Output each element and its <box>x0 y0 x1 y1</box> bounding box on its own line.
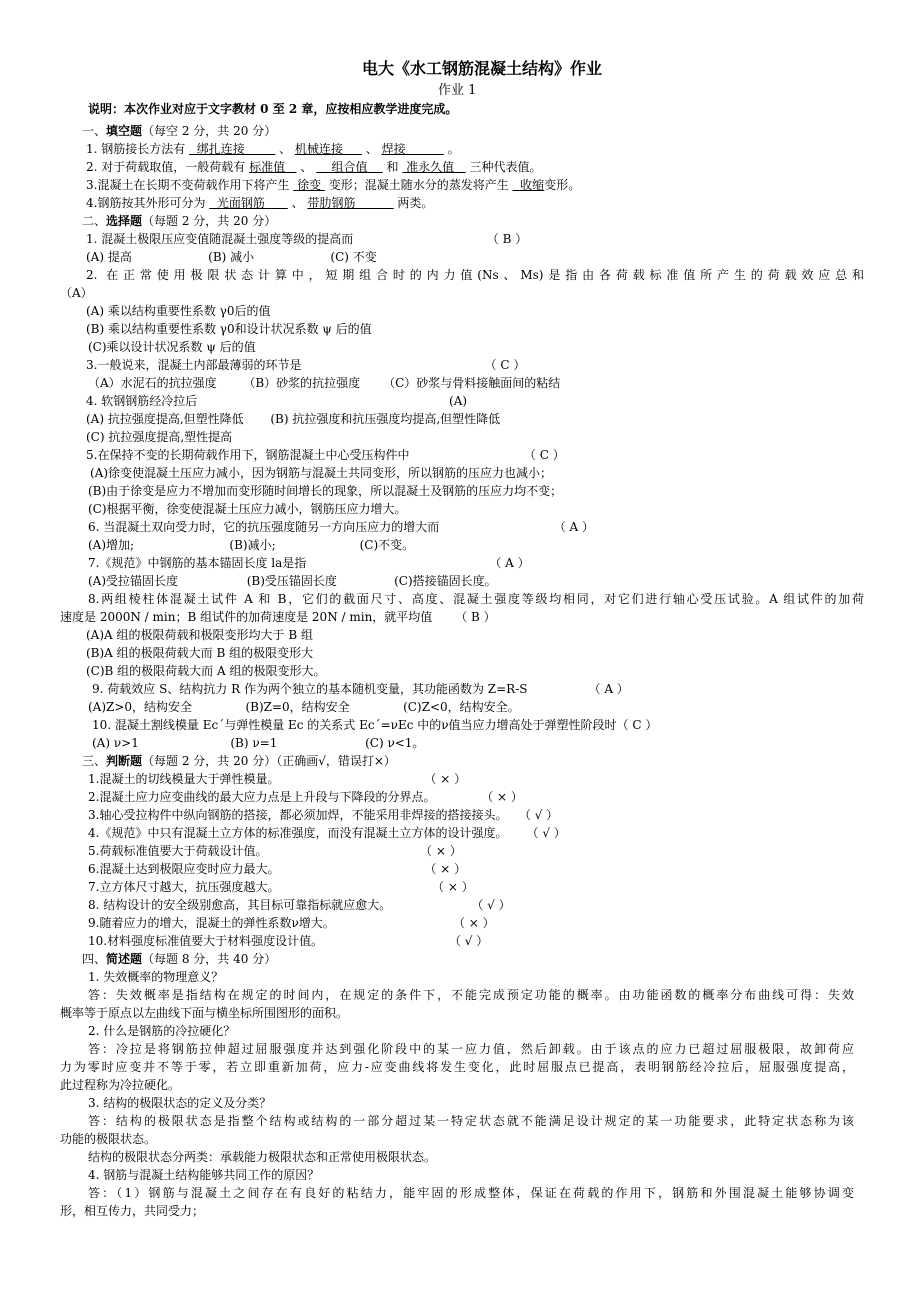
line-text: （A）水泥石的抗拉强度 （B）砂浆的抗拉强度 （C）砂浆与骨料接触面间的粘结 <box>88 376 561 390</box>
line-text: 一、 <box>82 124 107 138</box>
doc-line <box>86 248 377 266</box>
doc-line <box>88 914 495 932</box>
line-text: 速度是 2000N / min；B 组试件的加荷速度是 20N / min，就平均值 （ B ） <box>60 610 496 624</box>
blank-answer: 机械连接 <box>294 142 362 156</box>
line-text: 8. 结构设计的安全级别愈高，其目标可靠指标就应愈大。 （ √ ） <box>88 898 511 912</box>
doc-note: 说明：本次作业对应于文字教材 0 至 2 章，应按相应教学进度完成。 <box>88 102 458 116</box>
line-text: 形，相互传力，共同受力； <box>60 1204 205 1218</box>
line-text: 5.荷载标准值要大于荷载设计值。 （ × ） <box>88 844 462 858</box>
line-text: 1. 失效概率的物理意义？ <box>88 970 224 984</box>
doc-line <box>88 896 511 914</box>
doc-line <box>86 662 325 680</box>
line-text: (B)A 组的极限荷载大而 B 组的极限变形大 <box>86 646 314 660</box>
line-text: (C)B 组的极限荷载大而 A 组的极限变形大。 <box>86 664 326 678</box>
line-text: 6. 当混凝土双向受力时，它的抗压强度随另一方向压应力的增大而 （ A ） <box>88 520 594 534</box>
doc-line <box>88 788 523 806</box>
line-text: 4. 钢筋与混凝土结构能够共同工作的原因？ <box>88 1168 320 1182</box>
line-text: (A) ν>1 (B) ν=1 (C) ν<1。 <box>92 736 425 750</box>
doc-line <box>82 950 276 968</box>
doc-line <box>88 932 488 950</box>
blank-answer: 带肋钢筋 <box>307 196 394 210</box>
line-text: (A)徐变使混凝土压应力减小，因为钢筋与混凝土共同变形，所以钢筋的压应力也减小； <box>90 466 553 480</box>
line-text: (B) 乘以结构重要性系数 γ0和设计状况系数 ψ 后的值 <box>86 322 372 336</box>
line-text: 3.轴心受拉构件中纵向钢筋的搭接，都必须加焊，不能采用非焊接的搭接接头。 （ √ ） <box>88 808 559 822</box>
doc-line <box>60 1202 204 1220</box>
line-text: 3. 结构的极限状态的定义及分类？ <box>88 1096 272 1110</box>
doc-line <box>86 194 433 212</box>
doc-line <box>86 176 580 194</box>
line-text: 9. 荷载效应 S、结构抗力 R 作为两个独立的基本随机变量，其功能函数为 Z=R-S （ A ） <box>92 682 629 696</box>
line-text: 三种代表值。 <box>465 160 542 174</box>
line-text: 答：冷拉是将钢筋拉伸超过屈服强度并达到强化阶段中的某一应力值，然后卸载。由于该点的应力已超过屈服极限，故卸荷应 <box>88 1042 854 1056</box>
doc-line <box>86 230 527 248</box>
doc-line <box>86 644 313 662</box>
line-text: (C)乘以设计状况系数 ψ 后的值 <box>88 340 256 354</box>
doc-line <box>88 1184 854 1202</box>
doc-line <box>86 410 500 428</box>
blank-answer: 徐变 <box>293 178 325 192</box>
line-text: 3.一般说来，混凝土内部最薄弱的环节是 （ C ） <box>86 358 526 372</box>
line-text: 1. 混凝土极限压应变值随混凝土强度等级的提高而 （ B ） <box>86 232 528 246</box>
line-text: 二、 <box>82 214 107 228</box>
doc-line <box>88 842 462 860</box>
doc-line <box>88 806 558 824</box>
blank-answer: 组合值 <box>316 160 383 174</box>
line-text: （每题 8 分，共 40 分） <box>142 952 277 966</box>
doc-line <box>86 158 541 176</box>
line-text: 2. 在正常使用极限状态计算中，短期组合时的内力值(Ns、Ms)是指由各荷载标准值所产生的荷载效应总和 <box>86 268 864 282</box>
section-heading: 判断题 <box>106 754 143 768</box>
doc-line <box>88 500 407 518</box>
line-text: （每题 2 分，共 20 分） <box>142 214 277 228</box>
doc-line <box>88 1040 854 1058</box>
line-text: 2. 什么是钢筋的冷拉硬化？ <box>88 1024 236 1038</box>
blank-answer: 标准值 <box>249 160 297 174</box>
line-text: 2. 对于荷载取值，一般荷载有 <box>86 160 250 174</box>
line-text: 2.混凝土应力应变曲线的最大应力点是上升段与下降段的分界点。 （ × ） <box>88 790 523 804</box>
doc-line <box>92 680 629 698</box>
doc-line <box>88 374 560 392</box>
line-text: 、 <box>361 142 382 156</box>
doc-line <box>88 1148 436 1166</box>
line-text: 和 <box>382 160 403 174</box>
doc-line <box>82 122 276 140</box>
doc-line <box>86 320 372 338</box>
doc-line <box>60 1130 156 1148</box>
line-text: 概率等于原点以左曲线下面与横坐标所围图形的面积。 <box>60 1006 349 1020</box>
line-text: 7.立方体尺寸越大，抗压强度越大。 （ × ） <box>88 880 474 894</box>
line-text: 力为零时应变并不等于零，若立即重新加荷，应力-应变曲线将发生变化，此时屈服点已提高，表明钢筋经冷拉后，屈服强度提高， <box>60 1060 854 1074</box>
line-text: 3.混凝土在长期不变荷载作用下将产生 <box>86 178 294 192</box>
line-text: 四、 <box>82 952 107 966</box>
line-text: 。 <box>443 142 460 156</box>
line-text: 1. 钢筋接长方法有 <box>86 142 190 156</box>
line-text: 6.混凝土达到极限应变时应力最大。 （ × ） <box>88 862 467 876</box>
doc-line <box>88 554 530 572</box>
line-text: 、 <box>275 142 295 156</box>
doc-line <box>88 770 466 788</box>
doc-subtitle: 作业 1 <box>438 83 477 98</box>
line-text: (A) 乘以结构重要性系数 γ0后的值 <box>86 304 271 318</box>
line-text: (A)增加; (B)减小; (C)不变。 <box>88 538 415 552</box>
line-text: 4.《规范》中只有混凝土立方体的标准强度，而没有混凝土立方体的设计强度。 （ √ ） <box>88 826 566 840</box>
doc-line <box>88 338 256 356</box>
doc-title: 电大《水工钢筋混凝土结构》作业 <box>362 59 603 78</box>
doc-line <box>82 212 276 230</box>
line-text: (B)由于徐变是应力不增加而变形随时间增长的现象，所以混凝土及钢筋的压应力均不变； <box>88 484 563 498</box>
doc-line <box>88 536 414 554</box>
line-text: 4. 软钢钢筋经冷拉后 (A) <box>86 394 468 408</box>
line-text: 8.两组棱柱体混凝土试件 A 和 B，它们的截面尺寸、高度、混凝土强度等级均相同，对它们进行轴心受压试验。A 组试件的加荷 <box>88 592 864 606</box>
doc-line <box>60 1004 348 1022</box>
doc-line <box>88 572 497 590</box>
doc-line <box>88 1022 235 1040</box>
line-text: (C) 抗拉强度提高,塑性提高 <box>86 430 233 444</box>
line-text: (A) 抗拉强度提高,但塑性降低 (B) 抗拉强度和抗压强度均提高,但塑性降低 <box>86 412 501 426</box>
doc-line <box>88 968 223 986</box>
doc-line <box>88 824 566 842</box>
blank-answer: 焊接 <box>381 142 444 156</box>
doc-line <box>60 1076 180 1094</box>
line-text: 、 <box>296 160 317 174</box>
line-text: 两类。 <box>393 196 434 210</box>
line-text: （A） <box>60 286 93 300</box>
doc-line <box>88 482 562 500</box>
doc-line <box>86 266 864 284</box>
doc-line <box>88 878 474 896</box>
doc-line <box>88 1094 271 1112</box>
line-text: （每空 2 分，共 20 分） <box>142 124 277 138</box>
line-text: (A)A 组的极限荷载和极限变形均大于 B 组 <box>86 628 313 642</box>
line-text: 10. 混凝土割线模量 Ec´与弹性模量 Ec 的关系式 Ec´=νEc 中的ν值当应力增高处于弹塑性阶段时（ C ） <box>92 718 658 732</box>
doc-line <box>88 1166 319 1184</box>
line-text: 答：结构的极限状态是指整个结构或结构的一部分超过某一特定状态就不能满足设计规定的某一功能要求，此特定状态称为该 <box>88 1114 854 1128</box>
doc-line <box>60 284 93 302</box>
doc-line <box>86 356 525 374</box>
doc-line <box>86 392 467 410</box>
doc-line <box>86 446 565 464</box>
blank-answer: 收缩 <box>512 178 545 192</box>
line-text: （每题 2 分，共 20 分）（正确画√，错误打×） <box>142 754 396 768</box>
line-text: 三、 <box>82 754 107 768</box>
blank-answer: 光面钢筋 <box>209 196 288 210</box>
line-text: 功能的极限状态。 <box>60 1132 157 1146</box>
doc-line <box>60 608 496 626</box>
line-text: 5.在保持不变的长期荷载作用下，钢筋混凝土中心受压构件中 （ C ） <box>86 448 565 462</box>
doc-line <box>88 590 864 608</box>
doc-line <box>60 1058 854 1076</box>
line-text: (A)Z>0，结构安全 (B)Z=0，结构安全 (C)Z<0，结构安全。 <box>88 700 520 714</box>
line-text: (C)根据平衡，徐变使混凝土压应力减小，钢筋压应力增大。 <box>88 502 407 516</box>
line-text: (A) 提高 (B) 减小 (C) 不变 <box>86 250 377 264</box>
line-text: 10.材料强度标准值要大于材料强度设计值。 （ √ ） <box>88 934 489 948</box>
doc-line <box>88 698 520 716</box>
doc-line <box>90 464 552 482</box>
blank-answer: 准永久值 <box>402 160 466 174</box>
doc-line <box>86 626 313 644</box>
line-text: 、 <box>287 196 308 210</box>
doc-line <box>92 716 657 734</box>
section-heading: 选择题 <box>106 214 143 228</box>
doc-line <box>86 140 460 158</box>
line-text: (A)受拉锚固长度 (B)受压锚固长度 (C)搭接锚固长度。 <box>88 574 497 588</box>
line-text: 结构的极限状态分两类：承载能力极限状态和正常使用极限状态。 <box>88 1150 437 1164</box>
doc-line <box>88 1112 854 1130</box>
line-text: 答：（1）钢筋与混凝土之间存在有良好的粘结力，能牢固的形成整体，保证在荷载的作用下，钢筋和外围混凝土能够协调变 <box>88 1186 854 1200</box>
line-text: 此过程称为冷拉硬化。 <box>60 1078 181 1092</box>
line-text: 变形。 <box>544 178 581 192</box>
doc-line <box>86 302 270 320</box>
blank-answer: 绑扎连接 <box>189 142 276 156</box>
line-text: 4.钢筋按其外形可分为 <box>86 196 210 210</box>
doc-line <box>88 986 854 1004</box>
section-heading: 填空题 <box>106 124 143 138</box>
doc-line <box>88 860 466 878</box>
doc-line <box>82 752 396 770</box>
doc-line <box>86 428 232 446</box>
doc-line <box>92 734 424 752</box>
doc-line <box>88 518 594 536</box>
line-text: 答：失效概率是指结构在规定的时间内，在规定的条件下，不能完成预定功能的概率。由功能函数的概率分布曲线可得：失效 <box>88 988 854 1002</box>
line-text: 9.随着应力的增大，混凝土的弹性系数ν增大。 （ × ） <box>88 916 495 930</box>
line-text: 1.混凝土的切线模量大于弹性模量。 （ × ） <box>88 772 467 786</box>
line-text: 7.《规范》中钢筋的基本锚固长度 la是指 （ A ） <box>88 556 530 570</box>
section-heading: 简述题 <box>106 952 143 966</box>
line-text: 变形；混凝土随水分的蒸发将产生 <box>324 178 513 192</box>
